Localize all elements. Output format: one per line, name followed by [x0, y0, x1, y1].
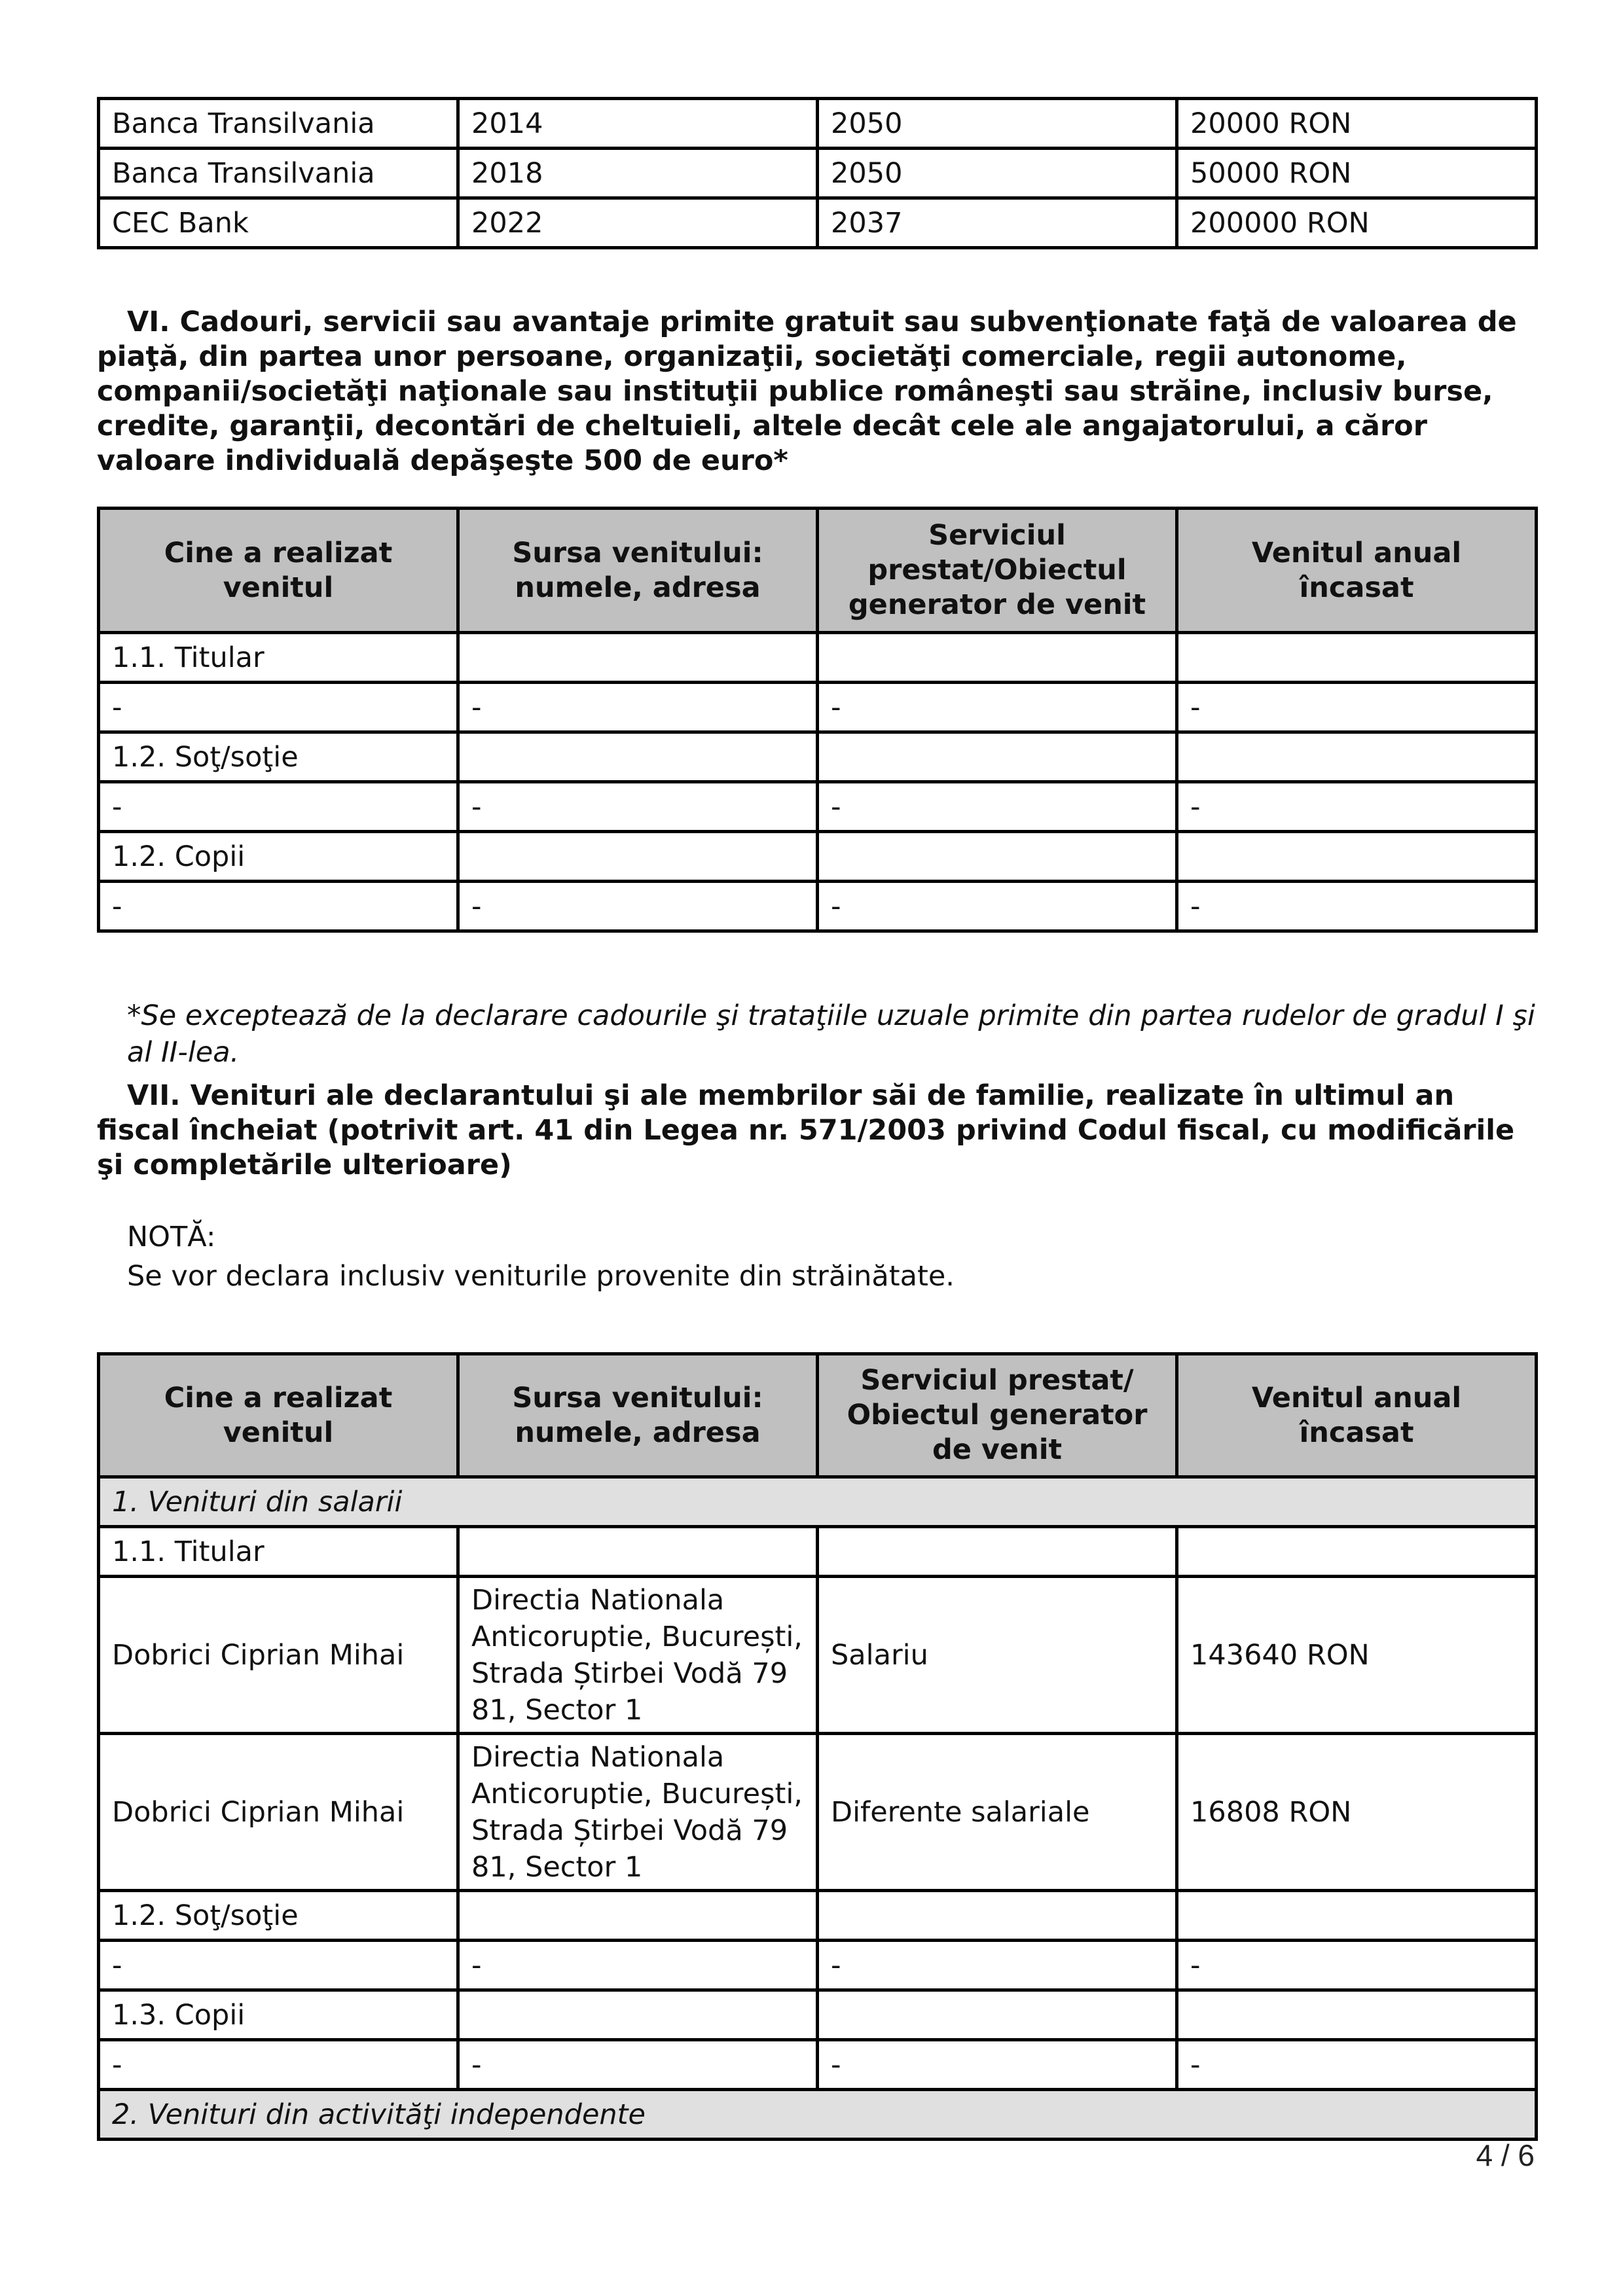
- table-header-row: [99, 509, 1537, 633]
- income-amount-cell: 16808 RON: [1177, 1734, 1537, 1891]
- table-cell: -: [458, 683, 818, 732]
- income-source-cell: Directia Nationala Anticoruptie, București, Strada Știrbei Vodă 79 81, Sector 1: [458, 1734, 818, 1891]
- table-cell: [818, 1527, 1177, 1577]
- table-cell: [458, 732, 818, 782]
- table-cell: -: [458, 1941, 818, 1990]
- table-cell: [818, 1891, 1177, 1941]
- table-cell: -: [458, 882, 818, 931]
- table-cell: -: [818, 683, 1177, 732]
- due-date-cell: 2037: [818, 198, 1177, 248]
- table-cell: -: [818, 782, 1177, 832]
- table-cell: -: [1177, 882, 1537, 931]
- table-row: [99, 633, 1537, 683]
- table-cell: [818, 1990, 1177, 2040]
- table-row: [99, 782, 1537, 832]
- loans-table: [97, 97, 1538, 249]
- table-row: [99, 1941, 1537, 1990]
- creditor-cell: Banca Transilvania: [99, 99, 458, 149]
- table-row: [99, 882, 1537, 931]
- column-header: Serviciul prestat/ Obiectul generator de venit: [818, 1354, 1177, 1477]
- creditor-cell: Banca Transilvania: [99, 149, 458, 198]
- table-cell: -: [458, 2040, 818, 2090]
- table-cell: -: [1177, 782, 1537, 832]
- column-header: Cine a realizat venitul: [99, 1354, 458, 1477]
- income-service-cell: Salariu: [818, 1577, 1177, 1734]
- section-vii-heading: VII. Venituri ale declarantului şi ale membrilor săi de familie, realizate în ultimul an fiscal încheiat (potrivit art. 41 din Legea nr. 571/2003 privind Codul fiscal, cu modificările şi completările ulterioare): [97, 1079, 1515, 1181]
- nota-text: Se vor declara inclusiv veniturile provenite din străinătate.: [127, 1260, 955, 1293]
- income-amount-cell: 143640 RON: [1177, 1577, 1537, 1734]
- table-row: [99, 1527, 1537, 1577]
- table-cell: [458, 1527, 818, 1577]
- section-vi-heading: VI. Cadouri, servicii sau avantaje primite gratuit sau subvenţionate faţă de valoarea de piaţă, din partea unor persoane, organizaţii, societăţi comerciale, regii autonome, companii/societăţi naţionale sau instituţii publice româneşti sau străine, inclusiv burse, credite, garanţii, decontări de cheltuieli, altele decât cele ale angajatorului, a căror valoare individuală depăşeşte 500 de euro*: [97, 306, 1517, 477]
- table-cell: -: [818, 2040, 1177, 2090]
- table-header-row: [99, 1354, 1537, 1477]
- table-row: [99, 198, 1537, 248]
- table-cell: [458, 633, 818, 683]
- year-contracted-cell: 2014: [458, 99, 818, 149]
- table-cell: -: [99, 2040, 458, 2090]
- table-cell: [818, 633, 1177, 683]
- table-cell: [1177, 1527, 1537, 1577]
- table-cell: [1177, 1990, 1537, 2040]
- table-cell: 1.2. Copii: [99, 832, 458, 882]
- table-cell: -: [1177, 683, 1537, 732]
- table-cell: [1177, 1891, 1537, 1941]
- table-row: [99, 149, 1537, 198]
- table-cell: [1177, 832, 1537, 882]
- table-cell: 1.3. Copii: [99, 1990, 458, 2040]
- table-row: [99, 1577, 1537, 1734]
- table-cell: -: [99, 683, 458, 732]
- due-date-cell: 2050: [818, 99, 1177, 149]
- table-cell: -: [1177, 2040, 1537, 2090]
- table-row: [99, 832, 1537, 882]
- table-cell: -: [99, 1941, 458, 1990]
- year-contracted-cell: 2018: [458, 149, 818, 198]
- table-cell: [458, 832, 818, 882]
- gifts-table: [97, 507, 1538, 933]
- table-cell: [1177, 732, 1537, 782]
- table-cell: [458, 1990, 818, 2040]
- table-cell: 1.1. Titular: [99, 633, 458, 683]
- table-row: [99, 1990, 1537, 2040]
- table-row: [99, 99, 1537, 149]
- value-cell: 50000 RON: [1177, 149, 1537, 198]
- column-header: Sursa venitului: numele, adresa: [458, 509, 818, 633]
- page-number: 4 / 6: [1476, 2138, 1535, 2172]
- value-cell: 20000 RON: [1177, 99, 1537, 149]
- table-cell: -: [818, 1941, 1177, 1990]
- due-date-cell: 2050: [818, 149, 1177, 198]
- column-header: Cine a realizat venitul: [99, 509, 458, 633]
- section-row: [99, 1477, 1537, 1527]
- gifts-footnote: *Se exceptează de la declarare cadourile şi trataţiile uzuale primite din partea rudelor de gradul I şi al II-lea.: [127, 999, 1535, 1069]
- table-cell: -: [1177, 1941, 1537, 1990]
- table-cell: 1.2. Soţ/soţie: [99, 1891, 458, 1941]
- table-cell: -: [99, 882, 458, 931]
- table-row: [99, 1891, 1537, 1941]
- table-cell: -: [458, 782, 818, 832]
- income-holder-cell: Dobrici Ciprian Mihai: [99, 1577, 458, 1734]
- table-cell: -: [99, 782, 458, 832]
- creditor-cell: CEC Bank: [99, 198, 458, 248]
- table-cell: 1.2. Soţ/soţie: [99, 732, 458, 782]
- income-holder-cell: Dobrici Ciprian Mihai: [99, 1734, 458, 1891]
- salary-income-section: 1. Venituri din salarii: [99, 1477, 1537, 1527]
- column-header: Serviciul prestat/Obiectul generator de venit: [818, 509, 1177, 633]
- column-header: Venitul anual încasat: [1177, 509, 1537, 633]
- table-cell: 1.1. Titular: [99, 1527, 458, 1577]
- nota-label: NOTĂ:: [127, 1221, 216, 1253]
- income-service-cell: Diferente salariale: [818, 1734, 1177, 1891]
- column-header: Venitul anual încasat: [1177, 1354, 1537, 1477]
- table-row: [99, 683, 1537, 732]
- table-cell: -: [818, 882, 1177, 931]
- table-cell: [458, 1891, 818, 1941]
- income-table: [97, 1352, 1538, 2141]
- table-cell: [818, 732, 1177, 782]
- table-row: [99, 732, 1537, 782]
- column-header: Sursa venitului: numele, adresa: [458, 1354, 818, 1477]
- independent-income-section: 2. Venituri din activităţi independente: [99, 2090, 1537, 2140]
- table-cell: [1177, 633, 1537, 683]
- table-cell: [818, 832, 1177, 882]
- year-contracted-cell: 2022: [458, 198, 818, 248]
- value-cell: 200000 RON: [1177, 198, 1537, 248]
- income-source-cell: Directia Nationala Anticoruptie, București, Strada Știrbei Vodă 79 81, Sector 1: [458, 1577, 818, 1734]
- table-row: [99, 2040, 1537, 2090]
- section-row: [99, 2090, 1537, 2140]
- table-row: [99, 1734, 1537, 1891]
